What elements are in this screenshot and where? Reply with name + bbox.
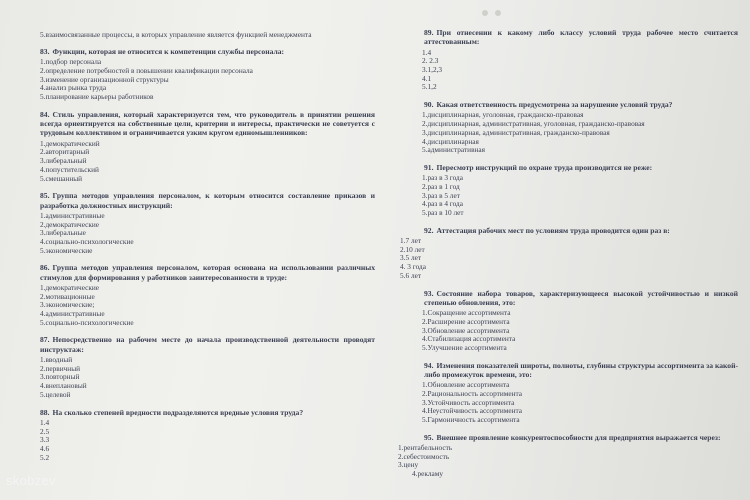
answer-option: 4.Стабилизация ассортимента bbox=[422, 334, 516, 344]
question-text: Непосредственно на рабочем месте до начала производственной деятельности проводят инструктаж: bbox=[40, 335, 375, 354]
answer-option: 4.административные bbox=[40, 309, 105, 319]
answer-list bbox=[40, 284, 375, 328]
answer-list bbox=[40, 419, 375, 463]
answer-option: 3.экономические; bbox=[40, 300, 95, 310]
answer-list bbox=[398, 174, 738, 218]
answer-option: 4.1 bbox=[422, 73, 432, 83]
answer-option: 4.внеплановый bbox=[40, 381, 87, 391]
answer-option: 1.раз в 3 года bbox=[422, 173, 464, 183]
answer-option: 1.7 лет bbox=[400, 236, 422, 246]
answer-list bbox=[398, 444, 738, 479]
question-93 bbox=[398, 289, 738, 353]
answer-option: 1.Сокращение ассортимента bbox=[422, 308, 511, 318]
answer-option: 5.планирование карьеры работников bbox=[40, 92, 154, 102]
question-number: 95. bbox=[424, 432, 434, 442]
answer-option: 1.демократический bbox=[40, 138, 100, 148]
answer-option: 4.раз в 4 года bbox=[422, 199, 464, 209]
question-number: 93. bbox=[424, 288, 434, 298]
answer-option: 4.попустительский bbox=[40, 164, 99, 174]
question-number: 94. bbox=[424, 360, 434, 370]
answer-option: 2.10 лет bbox=[400, 244, 425, 254]
question-text: Группа методов управления персоналом, которая основана на использовании различных стимулов для формирования у работников заинтересованности в труде: bbox=[40, 263, 375, 282]
question-87 bbox=[40, 335, 375, 399]
answer-option: 1.4 bbox=[422, 47, 432, 57]
question-number: 91. bbox=[424, 162, 434, 172]
answer-option: 2.Рациональность ассортимента bbox=[422, 388, 523, 398]
question-83 bbox=[40, 47, 375, 102]
question-94 bbox=[398, 361, 738, 425]
answer-list bbox=[398, 237, 738, 281]
answer-option: 1.рентабельность bbox=[398, 443, 453, 453]
answer-list bbox=[398, 381, 738, 425]
answer-option: 5.1,2 bbox=[422, 82, 437, 92]
answer-option: 3.1,2,3 bbox=[422, 65, 443, 74]
answer-option: 2.раз в 1 год bbox=[422, 181, 460, 191]
question-number: 84. bbox=[40, 109, 50, 119]
answer-option: 1.4 bbox=[40, 417, 50, 427]
question-number: 89. bbox=[424, 28, 434, 37]
answer-option: 2.авторитарный bbox=[40, 147, 90, 157]
question-88 bbox=[40, 408, 375, 463]
answer-option: 5.Улучшение ассортимента bbox=[422, 342, 507, 352]
answer-option: 5.2 bbox=[40, 452, 50, 462]
answer-list bbox=[398, 49, 738, 93]
answer-option: 5.Гармоничность ассортимента bbox=[422, 415, 520, 425]
answer-option: 1.демократические bbox=[40, 282, 100, 292]
question-92 bbox=[398, 226, 738, 281]
answer-option: 4.Неустойчивость ассортимента bbox=[422, 406, 523, 416]
answer-option: 5.социально-психологические bbox=[40, 317, 134, 327]
left-column bbox=[40, 30, 375, 470]
answer-option: 4.анализ рынка труда bbox=[40, 83, 107, 93]
question-number: 92. bbox=[424, 225, 434, 235]
answer-option: 3.либеральные bbox=[40, 228, 86, 238]
answer-option: 2.дисциплинарная, административная, уголовная, гражданско-правовая bbox=[422, 119, 645, 129]
answer-option: 3.раз в 5 лет bbox=[422, 190, 460, 200]
answer-option: 3.цену bbox=[398, 460, 419, 470]
answer-option: 2.себестоимость bbox=[398, 451, 450, 461]
answer-option: 2.5 bbox=[40, 426, 50, 436]
question-number: 90. bbox=[424, 100, 434, 110]
question-text: Группа методов управления персоналом, к которым относится составление приказов и разработка должностных инструкций: bbox=[40, 191, 375, 210]
question-number: 85. bbox=[40, 191, 50, 201]
question-84 bbox=[40, 110, 375, 183]
answer-list bbox=[398, 309, 738, 353]
answer-option: 5.экономические bbox=[40, 245, 93, 255]
question-text: Внешнее проявление конкурентоспособности для предприятия выражается через: bbox=[436, 432, 721, 442]
answer-option: 5.административная bbox=[422, 145, 486, 155]
question-number: 86. bbox=[40, 263, 50, 273]
question-text: Стиль управления, который характеризуется тем, что руководитель в принятии решения всегда ориентируется на собственные цели, критерии и интересы, практически не советуется с трудовым коллективом и ограничивается узким кругом единомышленников: bbox=[40, 109, 375, 138]
answer-option: 3.5 лет bbox=[400, 253, 422, 263]
answer-option: 3.3 bbox=[40, 435, 50, 445]
answer-option: 3.Устойчивость ассортимента bbox=[422, 397, 515, 407]
answer-option: 1.Обновление ассортимента bbox=[422, 380, 510, 390]
answer-option: 2.определение потребностей в повышении квалификации персонала bbox=[40, 66, 253, 75]
question-95 bbox=[398, 433, 738, 479]
answer-option: 2.демократические bbox=[40, 219, 100, 229]
answer-list bbox=[40, 58, 375, 102]
answer-option: 3.дисциплинарная, административная, гражданско-правовая bbox=[422, 127, 610, 137]
question-85 bbox=[40, 191, 375, 255]
answer-option: 5.6 лет bbox=[400, 270, 422, 280]
question-number: 87. bbox=[40, 335, 50, 345]
answer-option: 4.социально-психологические bbox=[40, 236, 134, 246]
answer-option: 3.изменение организационной структуры bbox=[40, 74, 169, 84]
question-number: 83. bbox=[40, 47, 50, 56]
answer-option: 3.Обновление ассортимента bbox=[422, 325, 510, 335]
question-text: Пересмотр инструкций по охране труда производится не реже: bbox=[436, 162, 653, 172]
watermark: skobzev bbox=[6, 473, 56, 488]
question-text: На сколько степеней вредности подразделяются вредные условия труда? bbox=[52, 407, 304, 417]
intro-line: 5.взаимосвязанные процессы, в которых управление является функцией менеджмента bbox=[40, 30, 312, 39]
question-90 bbox=[398, 100, 738, 155]
answer-option: 3.либеральный bbox=[40, 156, 87, 166]
question-text: Изменения показателей широты, полноты, глубины структуры ассортимента за какой-либо промежуток времени, это: bbox=[424, 360, 738, 379]
question-text: Аттестация рабочих мест по условиям труда проводится один раз в: bbox=[436, 225, 670, 235]
answer-list bbox=[40, 356, 375, 400]
question-number: 88. bbox=[40, 407, 50, 417]
answer-option: 1.подбор персонала bbox=[40, 57, 102, 67]
answer-option: 4. 3 года bbox=[400, 262, 426, 272]
question-text: При отнесении к какому либо классу условий труда рабочее место считается аттестованным: bbox=[424, 28, 738, 47]
question-89 bbox=[398, 28, 738, 92]
question-text: Какая ответственность предусмотрена за нарушение условий труда? bbox=[436, 100, 673, 110]
question-86 bbox=[40, 263, 375, 327]
answer-option: 5.раз в 10 лет bbox=[422, 208, 464, 218]
answer-option: 5.целевой bbox=[40, 389, 71, 399]
answer-option: 2.мотивационные bbox=[40, 291, 95, 301]
answer-option: 1.дисциплинарная, уголовная, гражданско-правовая bbox=[422, 110, 584, 120]
answer-option: 4.6 bbox=[40, 443, 50, 453]
answer-option: 4.рекламу bbox=[412, 469, 444, 479]
answer-option: 2.Расширение ассортимента bbox=[422, 316, 510, 326]
question-91 bbox=[398, 163, 738, 218]
question-text: Функции, которая не относится к компетенции службы персонала: bbox=[52, 47, 285, 56]
answer-list bbox=[40, 140, 375, 184]
answer-option: 2.первичный bbox=[40, 363, 80, 373]
answer-option: 1.административные bbox=[40, 210, 105, 220]
answer-list bbox=[398, 111, 738, 155]
answer-option: 4.дисциплинарная bbox=[422, 136, 479, 146]
answer-list bbox=[40, 212, 375, 256]
answer-option: 1.вводный bbox=[40, 355, 73, 365]
answer-option: 5.смешанный bbox=[40, 173, 83, 183]
right-column bbox=[398, 28, 738, 487]
answer-option: 3.повторный bbox=[40, 372, 80, 382]
question-text: Состояние набора товаров, характеризующееся высокой устойчивостью и низкой степенью обновления, это: bbox=[424, 288, 738, 307]
answer-option: 2. 2.3 bbox=[422, 56, 439, 66]
